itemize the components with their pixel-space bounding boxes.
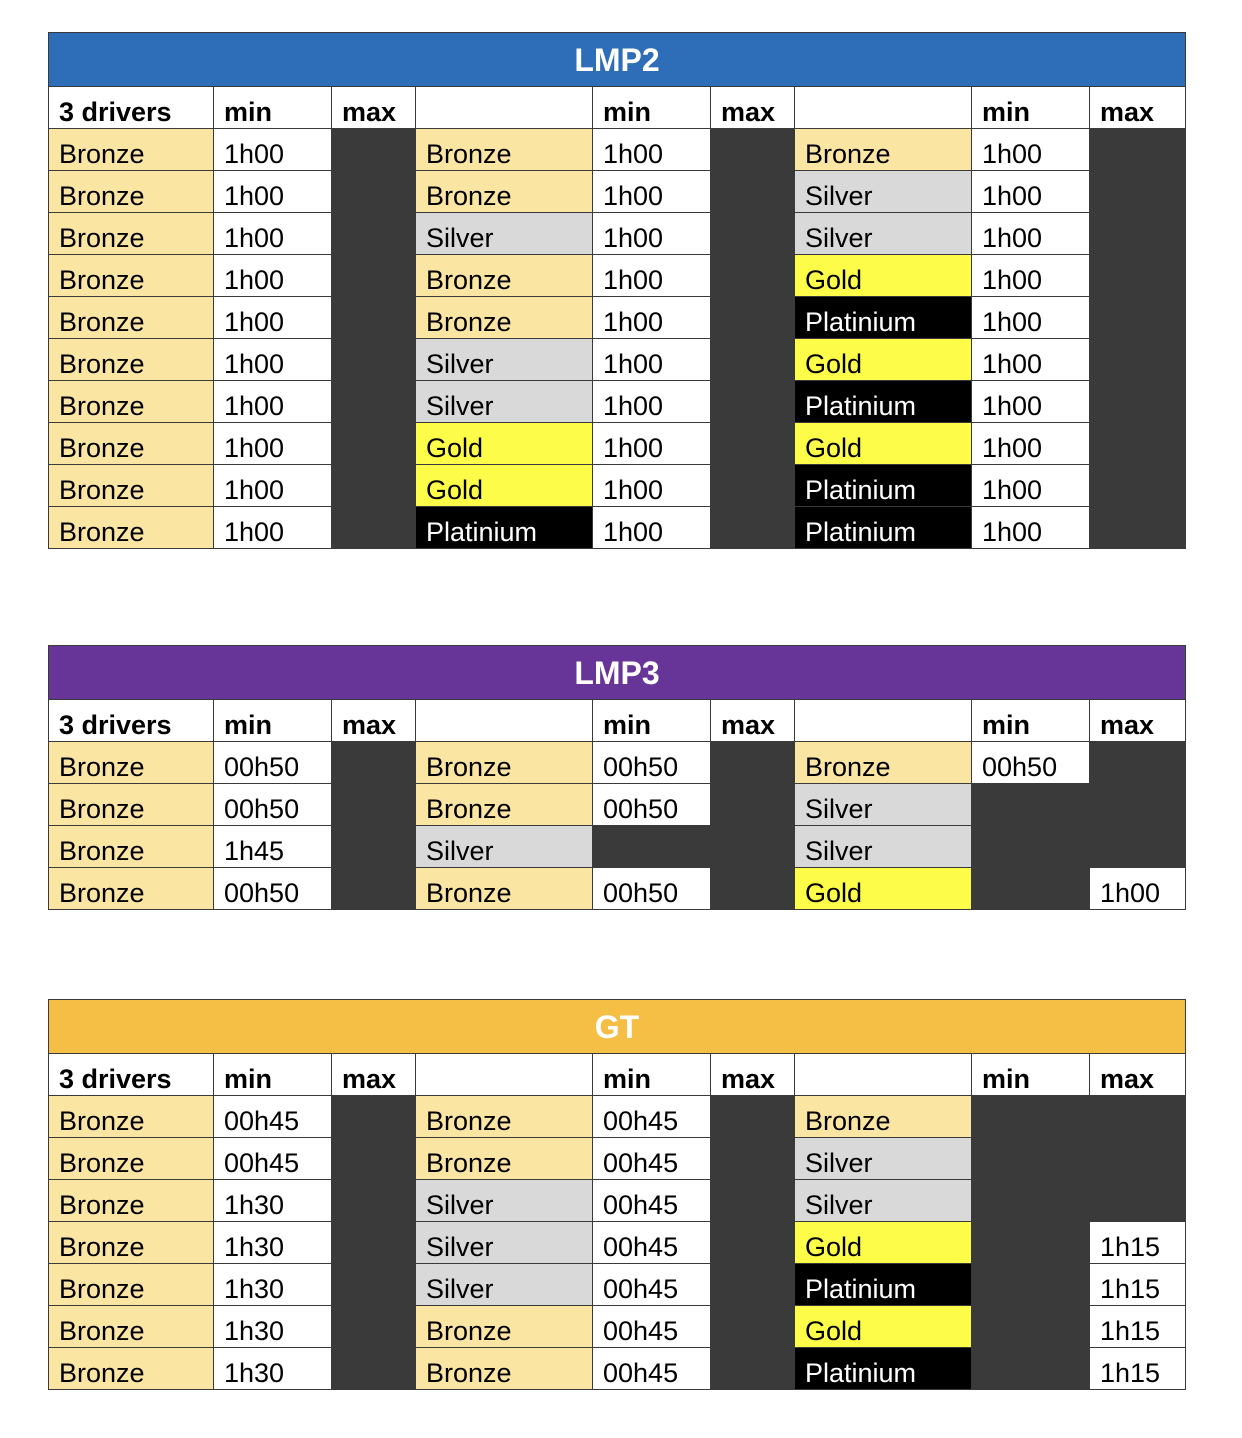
max-time-cell <box>332 381 416 423</box>
min-time-cell: 1h00 <box>214 339 332 381</box>
column-header: 3 drivers <box>49 700 214 742</box>
driver-level-cell: Gold <box>416 423 593 465</box>
max-time-cell <box>711 1306 795 1348</box>
table-title: GT <box>49 1000 1186 1054</box>
min-time-cell <box>972 1096 1090 1138</box>
column-header <box>416 87 593 129</box>
max-time-cell <box>711 129 795 171</box>
driver-level-cell: Silver <box>795 1138 972 1180</box>
min-time-cell: 1h30 <box>214 1180 332 1222</box>
max-time-cell <box>332 465 416 507</box>
min-time-cell: 1h00 <box>214 255 332 297</box>
max-time-cell <box>711 255 795 297</box>
max-time-cell <box>711 465 795 507</box>
table-row <box>49 465 1186 507</box>
max-time-cell <box>332 1096 416 1138</box>
min-time-cell: 1h00 <box>972 129 1090 171</box>
driver-level-cell: Platinium <box>795 381 972 423</box>
table-title: LMP2 <box>49 33 1186 87</box>
driver-level-cell: Silver <box>416 381 593 423</box>
driver-level-cell: Bronze <box>416 129 593 171</box>
driver-level-cell: Bronze <box>49 1264 214 1306</box>
driver-level-cell: Gold <box>795 255 972 297</box>
max-time-cell <box>711 213 795 255</box>
column-header: min <box>972 1054 1090 1096</box>
gt-table <box>48 999 1186 1390</box>
max-time-cell <box>332 1306 416 1348</box>
max-time-cell <box>332 129 416 171</box>
driver-level-cell: Bronze <box>49 1306 214 1348</box>
driver-level-cell: Bronze <box>49 784 214 826</box>
min-time-cell <box>972 1348 1090 1390</box>
column-header: min <box>214 1054 332 1096</box>
min-time-cell: 1h00 <box>593 339 711 381</box>
max-time-cell <box>332 1348 416 1390</box>
min-time-cell: 1h00 <box>214 507 332 549</box>
min-time-cell: 1h00 <box>593 423 711 465</box>
min-time-cell: 1h00 <box>214 297 332 339</box>
max-time-cell <box>711 1096 795 1138</box>
min-time-cell: 1h00 <box>593 465 711 507</box>
min-time-cell: 00h50 <box>593 742 711 784</box>
column-header: 3 drivers <box>49 87 214 129</box>
header-row <box>49 1054 1186 1096</box>
max-time-cell <box>711 423 795 465</box>
max-time-cell: 1h15 <box>1090 1264 1186 1306</box>
min-time-cell: 1h00 <box>214 381 332 423</box>
min-time-cell: 00h50 <box>972 742 1090 784</box>
driver-level-cell: Silver <box>416 1264 593 1306</box>
min-time-cell: 00h45 <box>214 1138 332 1180</box>
table-row <box>49 297 1186 339</box>
table-row <box>49 255 1186 297</box>
max-time-cell <box>1090 381 1186 423</box>
table-row <box>49 507 1186 549</box>
max-time-cell <box>1090 423 1186 465</box>
max-time-cell <box>1090 255 1186 297</box>
table-row <box>49 868 1186 910</box>
min-time-cell: 1h00 <box>972 381 1090 423</box>
min-time-cell <box>972 1306 1090 1348</box>
table-row <box>49 381 1186 423</box>
table-row <box>49 1348 1186 1390</box>
max-time-cell <box>1090 129 1186 171</box>
min-time-cell: 00h45 <box>593 1138 711 1180</box>
max-time-cell <box>332 868 416 910</box>
min-time-cell: 00h45 <box>214 1096 332 1138</box>
driver-level-cell: Bronze <box>49 868 214 910</box>
column-header: max <box>1090 87 1186 129</box>
max-time-cell <box>332 213 416 255</box>
max-time-cell <box>332 826 416 868</box>
driver-level-cell: Bronze <box>795 742 972 784</box>
max-time-cell <box>332 1180 416 1222</box>
driver-level-cell: Bronze <box>416 784 593 826</box>
driver-level-cell: Bronze <box>49 255 214 297</box>
driver-level-cell: Bronze <box>795 129 972 171</box>
min-time-cell: 00h45 <box>593 1306 711 1348</box>
min-time-cell <box>972 1264 1090 1306</box>
driver-level-cell: Bronze <box>49 1180 214 1222</box>
column-header: max <box>711 1054 795 1096</box>
min-time-cell: 00h45 <box>593 1264 711 1306</box>
max-time-cell <box>332 1222 416 1264</box>
min-time-cell: 1h45 <box>214 826 332 868</box>
max-time-cell <box>332 255 416 297</box>
table-row <box>49 742 1186 784</box>
min-time-cell: 1h00 <box>593 381 711 423</box>
driver-level-cell: Bronze <box>49 1096 214 1138</box>
min-time-cell: 1h00 <box>214 465 332 507</box>
driver-level-cell: Bronze <box>49 1348 214 1390</box>
max-time-cell <box>711 171 795 213</box>
min-time-cell: 1h00 <box>214 423 332 465</box>
max-time-cell <box>711 826 795 868</box>
driver-level-cell: Silver <box>795 784 972 826</box>
table-row <box>49 826 1186 868</box>
table-row <box>49 339 1186 381</box>
driver-level-cell: Bronze <box>416 1306 593 1348</box>
table-row <box>49 1222 1186 1264</box>
driver-level-cell: Platinium <box>795 297 972 339</box>
driver-level-cell: Bronze <box>49 171 214 213</box>
max-time-cell <box>711 1348 795 1390</box>
max-time-cell <box>711 1222 795 1264</box>
driver-level-cell: Bronze <box>416 742 593 784</box>
driver-level-cell: Silver <box>795 1180 972 1222</box>
min-time-cell: 1h00 <box>972 297 1090 339</box>
driver-level-cell: Bronze <box>416 1138 593 1180</box>
max-time-cell <box>711 297 795 339</box>
driver-level-cell: Bronze <box>49 1222 214 1264</box>
min-time-cell: 1h00 <box>972 171 1090 213</box>
max-time-cell <box>332 297 416 339</box>
max-time-cell <box>711 1180 795 1222</box>
header-row <box>49 87 1186 129</box>
max-time-cell <box>711 1138 795 1180</box>
table-row <box>49 171 1186 213</box>
table-title: LMP3 <box>49 646 1186 700</box>
min-time-cell: 1h00 <box>593 297 711 339</box>
driver-level-cell: Platinium <box>795 1348 972 1390</box>
min-time-cell: 1h00 <box>593 129 711 171</box>
min-time-cell: 00h45 <box>593 1096 711 1138</box>
max-time-cell <box>711 507 795 549</box>
driver-level-cell: Gold <box>795 339 972 381</box>
table-row <box>49 423 1186 465</box>
table-row <box>49 213 1186 255</box>
column-header: max <box>332 700 416 742</box>
column-header <box>795 700 972 742</box>
max-time-cell <box>332 423 416 465</box>
lmp2-table <box>48 32 1186 549</box>
driver-level-cell: Gold <box>795 868 972 910</box>
max-time-cell <box>711 784 795 826</box>
min-time-cell: 00h50 <box>593 868 711 910</box>
driver-level-cell: Platinium <box>416 507 593 549</box>
column-header: min <box>593 87 711 129</box>
min-time-cell: 1h00 <box>214 171 332 213</box>
min-time-cell: 1h30 <box>214 1264 332 1306</box>
driver-level-cell: Platinium <box>795 1264 972 1306</box>
driver-level-cell: Gold <box>795 1306 972 1348</box>
min-time-cell: 1h00 <box>593 255 711 297</box>
column-header: max <box>711 700 795 742</box>
driver-level-cell: Bronze <box>49 129 214 171</box>
driver-level-cell: Silver <box>416 213 593 255</box>
driver-level-cell: Bronze <box>49 297 214 339</box>
table-row <box>49 1264 1186 1306</box>
max-time-cell <box>711 1264 795 1306</box>
table-row <box>49 1096 1186 1138</box>
min-time-cell <box>972 1138 1090 1180</box>
max-time-cell <box>1090 507 1186 549</box>
min-time-cell <box>593 826 711 868</box>
column-header: min <box>214 700 332 742</box>
driver-level-cell: Bronze <box>49 339 214 381</box>
column-header: min <box>972 700 1090 742</box>
max-time-cell <box>332 507 416 549</box>
min-time-cell: 00h45 <box>593 1222 711 1264</box>
column-header: max <box>1090 700 1186 742</box>
driver-level-cell: Bronze <box>49 465 214 507</box>
min-time-cell: 00h50 <box>214 742 332 784</box>
max-time-cell <box>332 171 416 213</box>
driver-level-cell: Bronze <box>49 381 214 423</box>
max-time-cell: 1h15 <box>1090 1306 1186 1348</box>
min-time-cell <box>972 1222 1090 1264</box>
min-time-cell <box>972 784 1090 826</box>
column-header <box>795 1054 972 1096</box>
max-time-cell <box>332 742 416 784</box>
driver-level-cell: Bronze <box>49 213 214 255</box>
max-time-cell <box>1090 465 1186 507</box>
min-time-cell: 1h00 <box>972 213 1090 255</box>
driver-level-cell: Silver <box>795 826 972 868</box>
driver-level-cell: Bronze <box>49 826 214 868</box>
column-header: min <box>593 1054 711 1096</box>
table-row <box>49 784 1186 826</box>
min-time-cell: 1h00 <box>972 465 1090 507</box>
min-time-cell: 00h45 <box>593 1180 711 1222</box>
driver-level-cell: Silver <box>416 339 593 381</box>
driver-level-cell: Silver <box>795 213 972 255</box>
max-time-cell <box>1090 1180 1186 1222</box>
max-time-cell <box>332 339 416 381</box>
max-time-cell <box>1090 1138 1186 1180</box>
driver-level-cell: Gold <box>795 423 972 465</box>
max-time-cell <box>1090 213 1186 255</box>
min-time-cell <box>972 868 1090 910</box>
driver-level-cell: Bronze <box>416 1348 593 1390</box>
min-time-cell: 1h00 <box>593 171 711 213</box>
max-time-cell <box>1090 1096 1186 1138</box>
column-header <box>795 87 972 129</box>
table-row <box>49 1180 1186 1222</box>
max-time-cell <box>711 381 795 423</box>
max-time-cell: 1h00 <box>1090 868 1186 910</box>
column-header: max <box>711 87 795 129</box>
min-time-cell: 1h30 <box>214 1222 332 1264</box>
column-header: 3 drivers <box>49 1054 214 1096</box>
max-time-cell <box>332 1138 416 1180</box>
max-time-cell <box>332 1264 416 1306</box>
min-time-cell: 00h50 <box>593 784 711 826</box>
max-time-cell <box>332 784 416 826</box>
column-header: min <box>593 700 711 742</box>
min-time-cell: 1h00 <box>972 507 1090 549</box>
min-time-cell: 1h00 <box>214 213 332 255</box>
min-time-cell: 1h30 <box>214 1348 332 1390</box>
driver-level-cell: Bronze <box>416 868 593 910</box>
max-time-cell <box>711 742 795 784</box>
driver-level-cell: Bronze <box>49 507 214 549</box>
min-time-cell: 00h45 <box>593 1348 711 1390</box>
driver-level-cell: Gold <box>416 465 593 507</box>
max-time-cell <box>1090 297 1186 339</box>
driver-level-cell: Bronze <box>416 297 593 339</box>
driver-level-cell: Platinium <box>795 507 972 549</box>
driver-level-cell: Silver <box>416 826 593 868</box>
min-time-cell: 1h00 <box>593 507 711 549</box>
min-time-cell: 1h00 <box>593 213 711 255</box>
column-header: max <box>332 87 416 129</box>
min-time-cell: 1h00 <box>972 423 1090 465</box>
column-header: max <box>332 1054 416 1096</box>
driver-level-cell: Gold <box>795 1222 972 1264</box>
max-time-cell <box>711 339 795 381</box>
driver-level-cell: Platinium <box>795 465 972 507</box>
driver-level-cell: Bronze <box>49 1138 214 1180</box>
column-header: min <box>972 87 1090 129</box>
min-time-cell <box>972 826 1090 868</box>
max-time-cell: 1h15 <box>1090 1222 1186 1264</box>
min-time-cell: 1h30 <box>214 1306 332 1348</box>
driver-level-cell: Bronze <box>795 1096 972 1138</box>
max-time-cell <box>1090 826 1186 868</box>
min-time-cell: 00h50 <box>214 868 332 910</box>
min-time-cell <box>972 1180 1090 1222</box>
max-time-cell <box>711 868 795 910</box>
max-time-cell <box>1090 171 1186 213</box>
driver-level-cell: Bronze <box>49 742 214 784</box>
driver-level-cell: Bronze <box>416 1096 593 1138</box>
driver-level-cell: Bronze <box>416 255 593 297</box>
driver-level-cell: Bronze <box>49 423 214 465</box>
column-header <box>416 700 593 742</box>
driver-level-cell: Bronze <box>416 171 593 213</box>
column-header: min <box>214 87 332 129</box>
max-time-cell <box>1090 339 1186 381</box>
max-time-cell <box>1090 784 1186 826</box>
driver-level-cell: Silver <box>416 1180 593 1222</box>
driver-level-cell: Silver <box>795 171 972 213</box>
min-time-cell: 1h00 <box>972 339 1090 381</box>
table-row <box>49 1306 1186 1348</box>
min-time-cell: 1h00 <box>214 129 332 171</box>
max-time-cell <box>1090 742 1186 784</box>
column-header <box>416 1054 593 1096</box>
column-header: max <box>1090 1054 1186 1096</box>
driver-level-cell: Silver <box>416 1222 593 1264</box>
min-time-cell: 1h00 <box>972 255 1090 297</box>
min-time-cell: 00h50 <box>214 784 332 826</box>
max-time-cell: 1h15 <box>1090 1348 1186 1390</box>
table-row <box>49 1138 1186 1180</box>
table-row <box>49 129 1186 171</box>
header-row <box>49 700 1186 742</box>
lmp3-table <box>48 645 1186 910</box>
